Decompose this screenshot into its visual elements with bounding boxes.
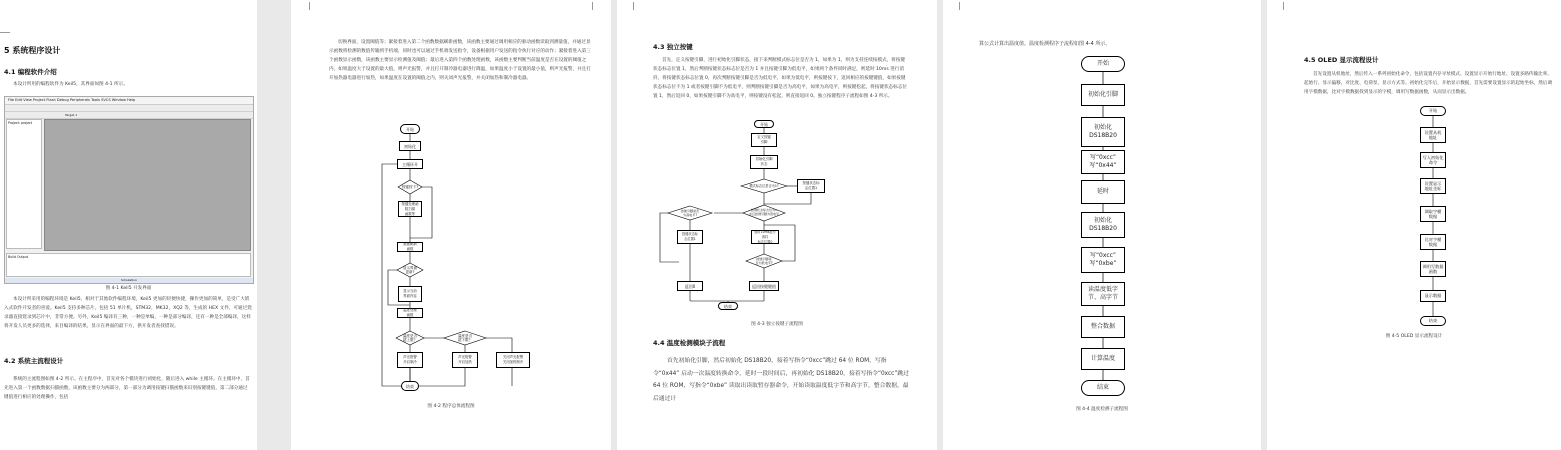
flow-init-ds18b20-1: 初始化 DS18B20 <box>1081 117 1125 147</box>
figure-caption: 图 4-3 独立按键子流程图 <box>751 322 803 327</box>
document-page-5 <box>1267 0 1561 450</box>
flow-init-ds18b20-2: 初始化 DS18B20 <box>1081 212 1125 238</box>
keil-project-tree <box>6 119 42 249</box>
flow-return-key: 返回按键键值 <box>749 281 779 291</box>
project-label: Project: project <box>8 121 33 125</box>
flow-key-proc: 按键处理函 数扫描 函数等 <box>398 201 422 217</box>
subsection-title: 4.2 系统主流程设计 <box>4 357 64 365</box>
flow-main-loop: 主循环开 <box>397 159 423 169</box>
flow-set-flag1: 按键状态标 志位置1 <box>797 179 825 193</box>
paragraph: 首先，定义按键引脚，进行初始化引脚状态，接下来判断模式标志位是否为 1，如果为 1，则为支持连续按模式，将按键状态标志位置 1，然后判断按键状态标志位是否为 1 并且按键引脚为低电平，如果两个条件同时满足，则延时 10ms 进行消抖，将按键状态标志位置 0，再次判断按键引脚是否为低电平，如果为低电平，则按键按下，返回相应的按键键值，如果按键状态标志位不为 1 或者按键引脚不为低电平，则判断按键引脚是否为高电平，如果为高电平，则按键松起，将按键状态标志位置 1，然后返回 0，如果按键引脚不为高电平，则按键没有松起，则直接返回 0。独立按键程序子流程如图 4-3 所示。 <box>653 58 907 99</box>
flow-calc-temp: 计算温度 <box>1081 348 1125 370</box>
paragraph: 系统的主流程图如图 4-2 所示。在主程序中，首先对各个模块进行初始化，随后进入 while 主循环。在主循环中，首先进入第一个函数数据扫描函数，该函数主要分为两部分，第一部分为调用按键扫描函数来识别按键键值，第二部分通过键值进行相应的处理操作，包括 <box>4 377 250 400</box>
flow-set-display-coord: 设置显示 地址坐标 <box>1420 178 1446 194</box>
keil-menubar: File Edit View Project Flash Debug Peripherals Tools SVCS Window Help <box>5 97 253 105</box>
figure-caption: 图 4-2 程序总体流程图 <box>427 404 475 409</box>
flow-temp-lower-decision: 温度是否 超下限？ <box>457 334 473 343</box>
keil-status-bar: Simulation <box>5 278 253 283</box>
flowchart-lines <box>1267 0 1561 450</box>
flow-init-pin: 初始化引脚 状态 <box>750 155 778 169</box>
document-page-4 <box>943 0 1261 450</box>
flow-end: 结束 <box>1081 380 1125 396</box>
flow-delay: 延时 <box>1081 180 1125 204</box>
flow-alarm-heat: 声光报警 开启加热 <box>452 352 478 368</box>
document-page-2 <box>291 0 611 450</box>
subsection-title: 4.5 OLED 显示流程设计 <box>1304 56 1379 64</box>
keil5-screenshot <box>4 96 254 284</box>
paragraph: 本设计所用的编程软件为 Keil5，其界面如图 4-1 所示。 <box>13 82 128 87</box>
flow-write-cmd-1: 写“0xcc” 写“0x44” <box>1081 150 1125 174</box>
figure-caption: 图 4-1 Keil5 开发界面 <box>105 286 152 291</box>
keil-target-bar: Target 1 <box>5 112 253 119</box>
flow-display-decision: 显示界面 更新? <box>402 266 418 275</box>
subsection-title: 4.3 独立按键 <box>653 43 693 51</box>
flow-start: 开始 <box>754 120 774 128</box>
flow-start: 开始 <box>1420 106 1446 116</box>
flow-end: 结束 <box>1420 316 1446 326</box>
flow-read-bytes: 读温度低字 节、高字节 <box>1081 282 1125 306</box>
paragraph: 首先设置从机地址，然后传入一系列初始化命令，包括设置内存寻址模式、设置显示开始行地址、设置多路传输比率、起始行、显示偏移、对比度、电荷泵、显示方式等。初始化完毕后，开始显示数据，首先需要设置显示的起始坐标，然后调用字模数据，比对字模数据找到显示的字模，调用写数据函数，从而显示出数据。 <box>1304 72 1553 95</box>
flow-display-fn: 显示当前 界面内容 <box>398 286 422 302</box>
flow-data-refresh: 数据刷新 函数 <box>397 242 423 252</box>
paragraph: 算公式计算出温度值。温度检测程序子流程如图 4-4 所示。 <box>979 41 1111 47</box>
flow-define-pin: 定义按键 引脚 <box>751 133 777 147</box>
flow-init-pin: 初始化引脚 <box>1081 84 1125 106</box>
flow-mode-decision: 模式标志位是否为1? <box>749 184 779 188</box>
document-page-1 <box>0 0 257 450</box>
flow-flag1-b: 按键状态标 志位置1 <box>677 230 703 244</box>
flow-close-all: 关闭声光报警 关闭加热制冷 <box>496 352 530 368</box>
flow-temp-upper-decision: 温度是否 超上限？ <box>402 334 418 343</box>
subsection-title: 4.1 编程软件介绍 <box>4 68 57 76</box>
paragraph: 切换界面，设置阈值等；紧接着进入第二个函数数据刷新函数，该函数主要通过调用相应的驱动函数读取到测量值，并通过显示函数将检测的数值传输到手机端，同时也可以通过手机端发送指令，设备根据用户发送的指令执行对应的动作；紧接着进入第三个函数显示函数，该函数主要显示检测值及阈值；最后进入第四个函数处理函数，该函数主要判断当前温度是否在设置的阈值之内，如果温度大于设置的最大值，则声光报警，并且打开制冷器电器进行降温，如果温度小于设置的最小值，则声光报警，并且打开加热器电器进行加热，如果温度在设置的阈值之内，则关闭声光报警，并关闭加热和制冷器电器。 <box>329 40 591 81</box>
flow-start: 开始 <box>400 124 420 134</box>
flow-high-level-decision: 按键引脚是否 为高电平? <box>680 209 700 218</box>
flow-set-slave-addr: 设置从机 地址 <box>1420 127 1446 143</box>
keil-toolbar <box>5 105 253 112</box>
flow-return-0: 返回0 <box>677 281 703 291</box>
build-title: Build Output <box>8 255 29 259</box>
flowchart-lines <box>291 0 611 450</box>
crop-mark <box>0 32 10 43</box>
flow-merge-data: 整合数据 <box>1081 316 1125 338</box>
flow-temp-proc: 温度处理 函数 <box>397 308 423 318</box>
flow-write-cmd-2: 写“0xcc” 写“0xbe” <box>1081 247 1125 273</box>
flow-display-data: 显示数据 <box>1420 290 1446 302</box>
flow-low-level-decision: 按键引脚是 否为低电平? <box>755 257 773 266</box>
flow-condition-decision: 按键状态标志位为1 并且按键引脚为低电平 <box>748 208 779 217</box>
flow-key-decision: 按键按下? <box>401 185 419 189</box>
flow-end: 结束 <box>401 381 419 391</box>
flow-write-init-cmd: 写入初始化 命令 <box>1420 152 1446 168</box>
flow-call-write-fn: 调用写数据 函数 <box>1420 261 1446 277</box>
keil-build-output <box>6 253 251 277</box>
flow-start: 开始 <box>1081 56 1125 72</box>
paragraph: 首先初始化引脚，然后初始化 DS18B20，接着写指令“0xcc”跳过 64 位 ROM，写指令“0x44” 启动一次温度转换命令，延时一段时间后，再初始化 DS18B20，接着写指令“0xcc”跳过 64 位 ROM，写指令“0xbe” 读取出读取暂存器命令，开始读取温度低字节和高字节，整合数据，最后通过计 <box>653 358 909 402</box>
flow-delay-debounce: 延时10ms进行 消抖 标志位置0 <box>751 230 779 244</box>
flow-fetch-font-data: 调取字模 数据 <box>1420 206 1446 222</box>
paragraph: 本设计所采用的编程环境是 Keil5，相对于其他软件编程环境，Keil5 更加的轻便快捷，操作更加的简单，是受广大嵌入式软件开发者的喜爱。Keil5 支持多种芯片，包括 51 单片机，STM32，MK32，XQ2 等，生成的 HEX 文件，可通过烧录器直接烧录到芯片中，非常方便。另外，Keil5 编译有三种，一种是单编，一种是部分编译，还有一种是全部编译，这样将开发人员更多的选择，来目编译的结果，显示在界面的最下方，供开发者查找错误。 <box>4 297 252 329</box>
document-page-3 <box>617 0 937 450</box>
flow-compare-font-data: 比对字模 数据 <box>1420 234 1446 250</box>
keil-editor-area <box>44 119 251 251</box>
subsection-title: 4.4 温度检测模块子流程 <box>653 339 726 347</box>
flow-init: 初始化 <box>399 141 421 151</box>
flow-end: 结束 <box>718 302 738 310</box>
section-title: 5 系统程序设计 <box>4 46 61 55</box>
figure-caption: 图 4-5 OLED 显示流程设计 <box>1385 334 1443 339</box>
figure-caption: 图 4-4 温度检测子流程图 <box>1076 407 1128 412</box>
flow-alarm-cool: 声光报警 开启制冷 <box>397 352 423 368</box>
